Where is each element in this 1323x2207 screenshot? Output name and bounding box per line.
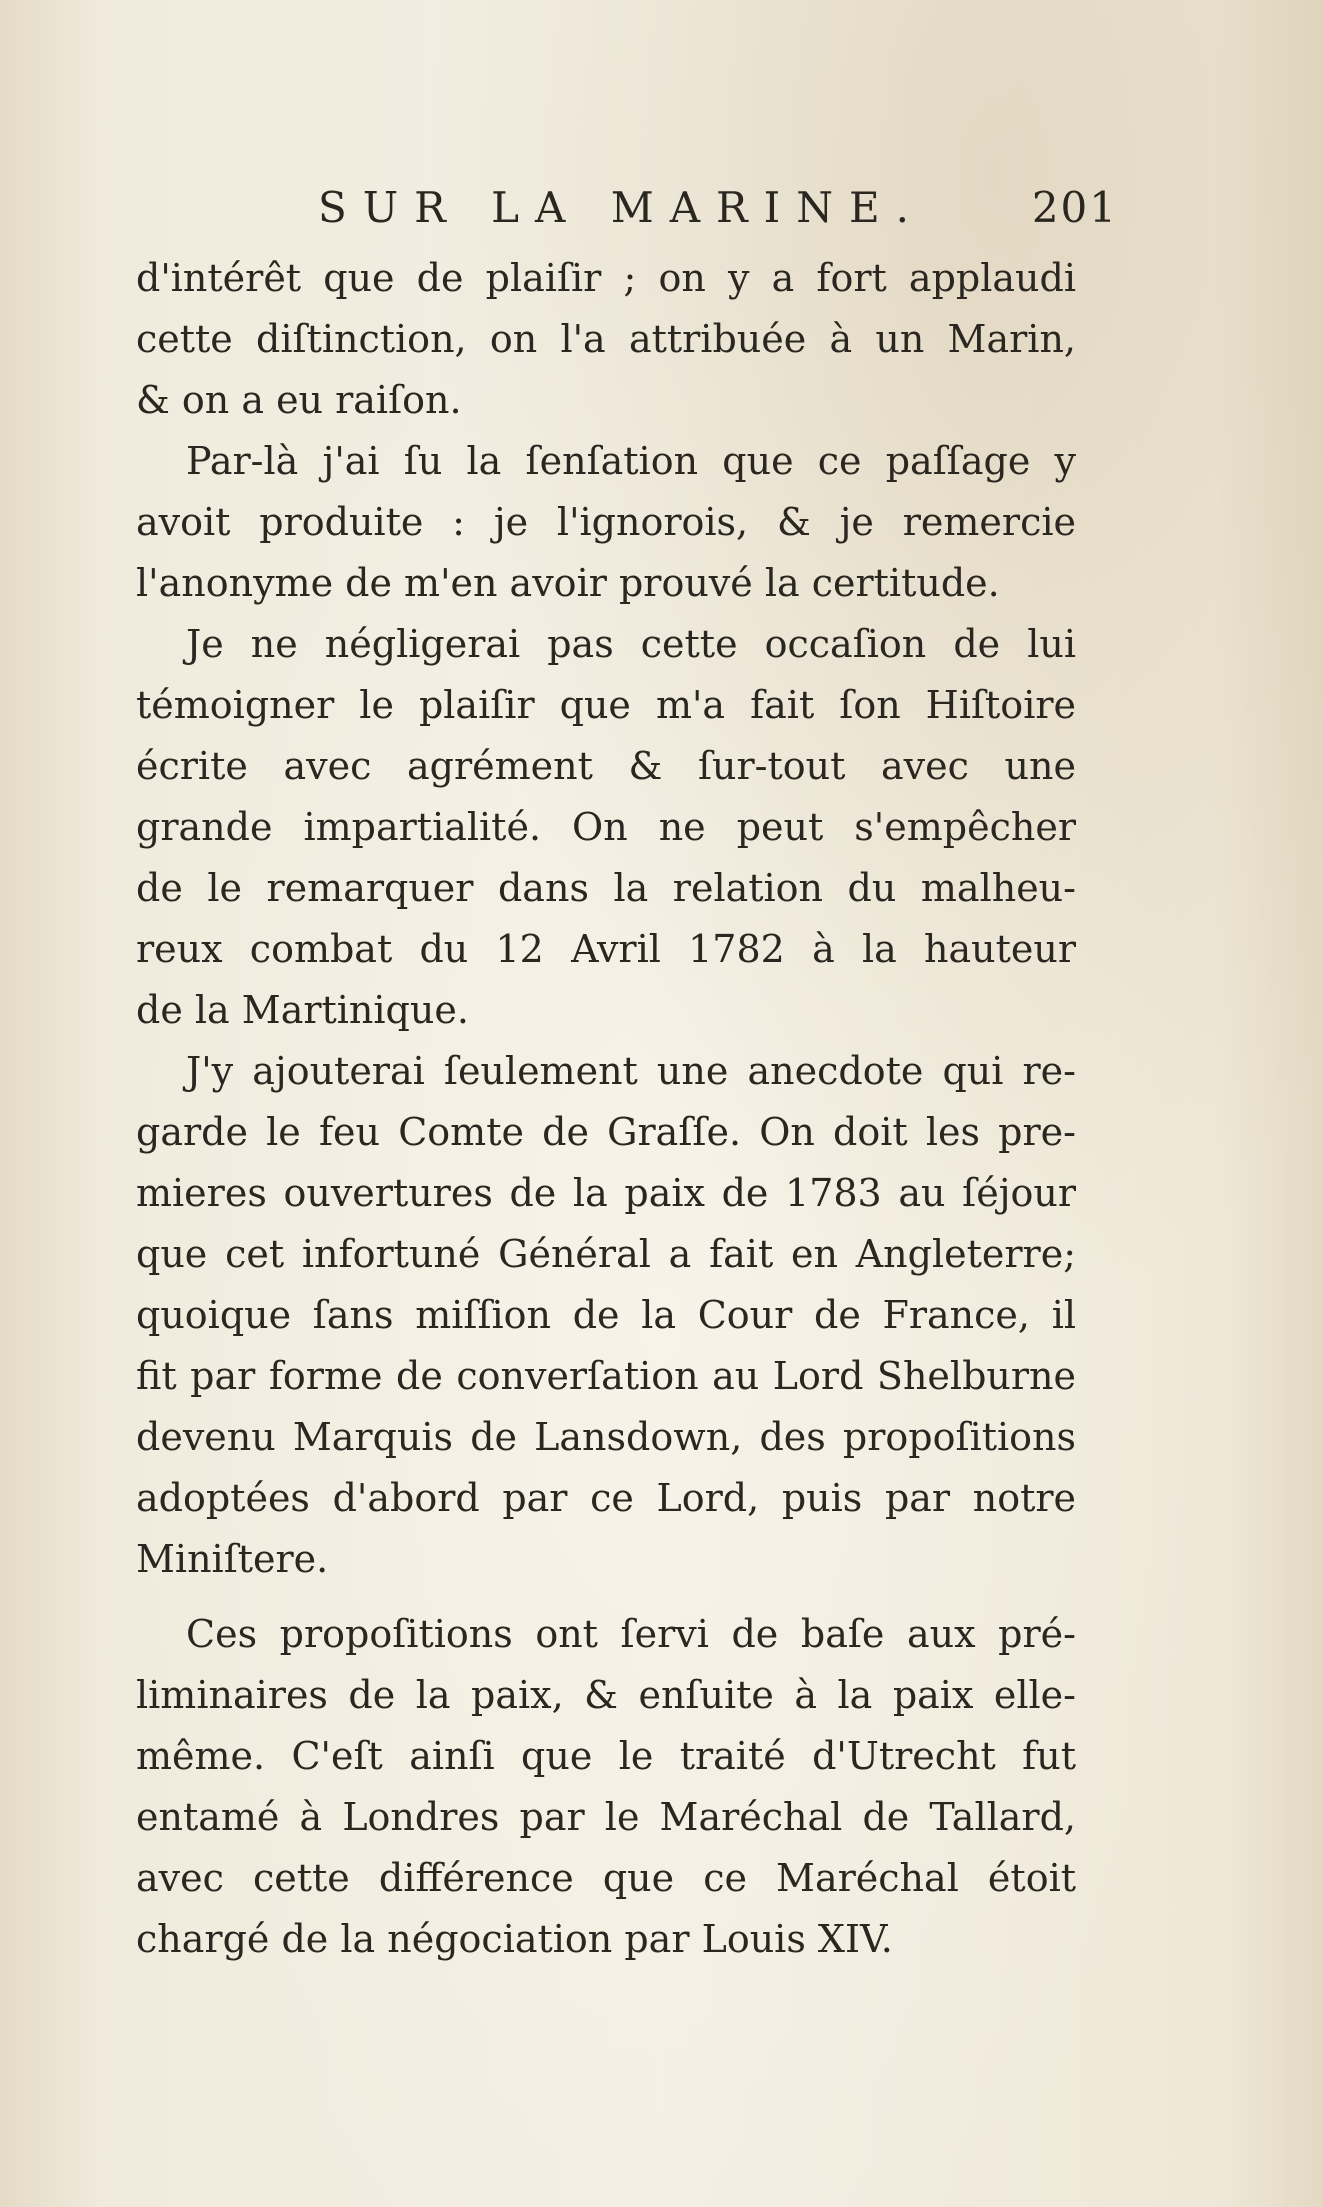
text-line: garde le feu Comte de Graſſe. On doit les pre- [136, 1110, 1076, 1154]
paragraph [136, 614, 1076, 1041]
paragraph [136, 431, 1076, 614]
paragraph [136, 1041, 1076, 1590]
running-title: SUR LA MARINE. [318, 183, 926, 232]
text-line: écrite avec agrément & ſur-tout avec une [136, 744, 1076, 788]
text-line: même. C'eſt ainſi que le traité d'Utrecht fut [136, 1734, 1076, 1778]
text-line: Par-là j'ai ſu la ſenſation que ce paſſage y [186, 439, 1076, 483]
text-line: quoique ſans miſſion de la Cour de France, il [136, 1293, 1076, 1337]
text-line: J'y ajouterai ſeulement une anecdote qui re- [186, 1049, 1076, 1093]
text-line: entamé à Londres par le Maréchal de Tallard, [136, 1795, 1076, 1839]
page-number: 201 [1031, 183, 1118, 232]
text-line: cette diſtinction, on l'a attribuée à un Marin, [136, 317, 1076, 361]
running-head [318, 183, 1118, 233]
text-line: Ces propoſitions ont ſervi de baſe aux pré- [186, 1612, 1076, 1656]
text-line: adoptées d'abord par ce Lord, puis par notre [136, 1476, 1076, 1520]
text-line: chargé de la négociation par Louis XIV. [136, 1917, 893, 1961]
text-line: témoigner le plaiſir que m'a fait ſon Hiſtoire [136, 683, 1076, 727]
text-line: reux combat du 12 Avril 1782 à la hauteur [136, 927, 1076, 971]
text-line: avec cette différence que ce Maréchal étoit [136, 1856, 1076, 1900]
text-line: Je ne négligerai pas cette occaſion de lui [186, 622, 1076, 666]
text-line: de le remarquer dans la relation du malheu- [136, 866, 1076, 910]
text-line: que cet infortuné Général a fait en Angleterre; [136, 1232, 1076, 1276]
text-line: d'intérêt que de plaiſir ; on y a fort applaudi [136, 256, 1076, 300]
text-line: l'anonyme de m'en avoir prouvé la certitude. [136, 561, 1000, 605]
text-line: fit par forme de converſation au Lord Shelburne [136, 1354, 1076, 1398]
paragraph [136, 1604, 1076, 1970]
text-line: avoit produite : je l'ignorois, & je remercie [136, 500, 1076, 544]
paragraph-gap [136, 1590, 1076, 1604]
paragraph [136, 248, 1076, 431]
text-line: de la Martinique. [136, 988, 469, 1032]
text-line: liminaires de la paix, & enſuite à la paix elle- [136, 1673, 1076, 1717]
text-line: mieres ouvertures de la paix de 1783 au ſéjour [136, 1171, 1076, 1215]
body-text [136, 248, 1076, 1970]
text-line: Miniſtere. [136, 1537, 329, 1581]
text-line: & on a eu raiſon. [136, 378, 462, 422]
text-line: devenu Marquis de Lansdown, des propoſitions [136, 1415, 1076, 1459]
text-line: grande impartialité. On ne peut s'empêcher [136, 805, 1076, 849]
